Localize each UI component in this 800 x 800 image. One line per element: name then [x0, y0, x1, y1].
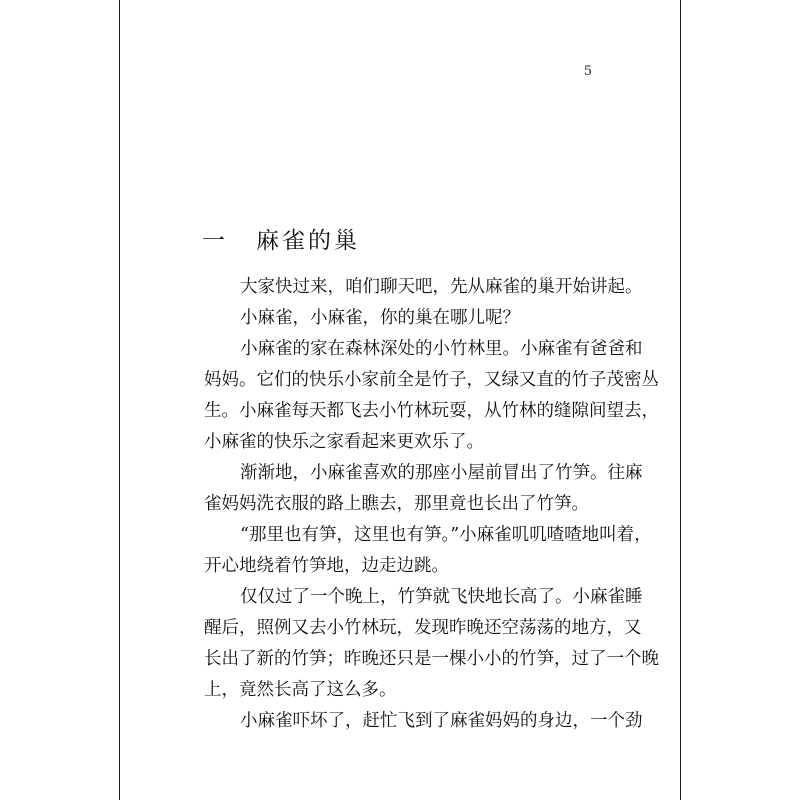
text-line: 醒后，照例又去小竹林玩，发现昨晚还空荡荡的地方，又 — [204, 618, 642, 638]
text-line: 小麻雀的家在森林深处的小竹林里。小麻雀有爸爸和 — [240, 339, 643, 359]
book-page — [119, 0, 681, 800]
text-line: 仅仅过了一个晚上，竹笋就飞快地长高了。小麻雀睡 — [240, 587, 643, 607]
text-line: 长出了新的竹笋；昨晚还只是一棵小小的竹笋，过了一个晚 — [204, 649, 659, 669]
text-line: 上，竟然长高了这么多。 — [204, 680, 397, 700]
text-line: “那里也有笋，这里也有笋。”小麻雀叽叽喳喳地叫着， — [240, 525, 652, 545]
text-line: 妈妈。它们的快乐小家前全是竹子，又绿又直的竹子茂密丛 — [204, 370, 659, 390]
text-line: 雀妈妈洗衣服的路上瞧去，那里竟也长出了竹笋。 — [204, 494, 589, 514]
chapter-number: 一 — [202, 228, 228, 254]
text-line: 小麻雀，小麻雀，你的巢在哪儿呢？ — [240, 308, 520, 328]
page-number: 5 — [583, 64, 592, 79]
text-line: 开心地绕着竹笋地，边走边跳。 — [204, 556, 449, 576]
text-line: 大家快过来，咱们聊天吧，先从麻雀的巢开始讲起。 — [240, 277, 643, 297]
text-line: 渐渐地，小麻雀喜欢的那座小屋前冒出了竹笋。往麻 — [240, 463, 643, 483]
text-line: 小麻雀的快乐之家看起来更欢乐了。 — [204, 432, 484, 452]
body-text — [204, 272, 659, 737]
chapter-title-text: 麻雀的巢 — [256, 228, 360, 254]
chapter-title — [202, 222, 360, 255]
text-line: 生。小麻雀每天都飞去小竹林玩耍，从竹林的缝隙间望去， — [204, 401, 659, 421]
text-line: 小麻雀吓坏了，赶忙飞到了麻雀妈妈的身边，一个劲 — [240, 711, 643, 731]
